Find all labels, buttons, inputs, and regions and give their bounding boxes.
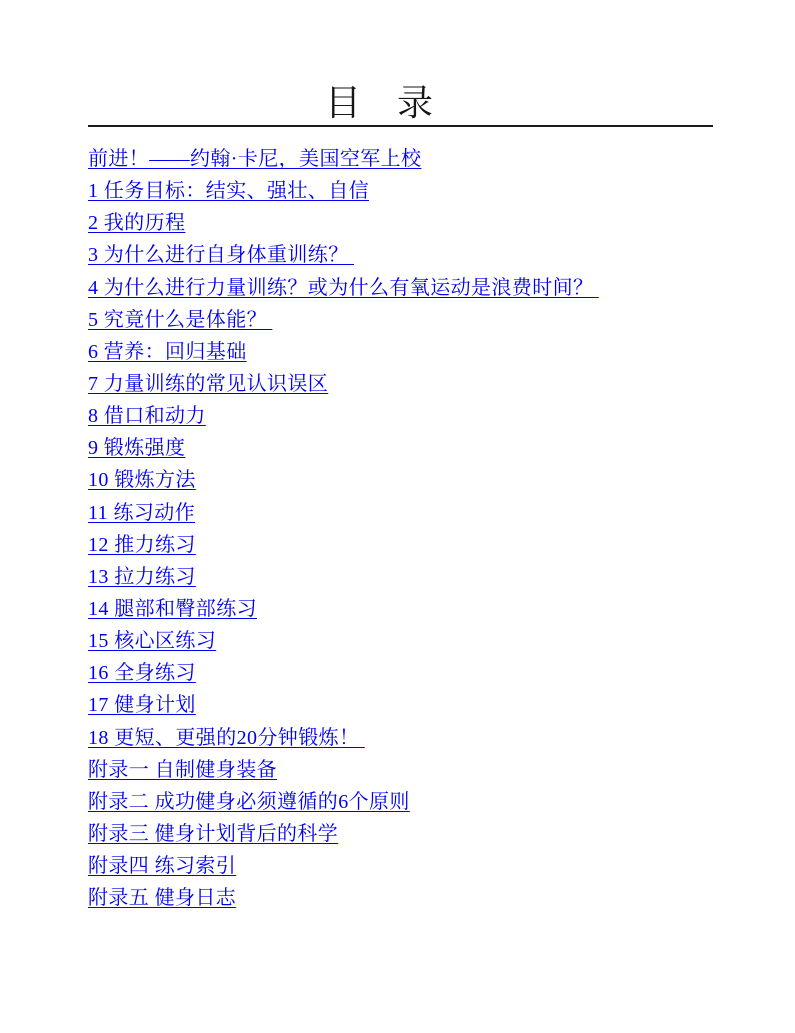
toc-link-ch9[interactable]: 9 锻炼强度 [88,437,186,460]
toc-link-ch3[interactable]: 3 为什么进行自身体重训练？ [88,244,354,267]
toc-link-ch15[interactable]: 15 核心区练习 [88,630,217,653]
toc-link-ch16[interactable]: 16 全身练习 [88,662,196,685]
toc-link-foreword[interactable]: 前进！——约翰·卡尼，美国空军上校 [88,148,422,170]
toc-link-appendix1[interactable]: 附录一 自制健身装备 [88,758,277,781]
page-title: 目 录 [324,83,433,123]
toc-link-ch6[interactable]: 6 营养：回归基础 [88,340,247,363]
toc-link-ch5[interactable]: 5 究竟什么是体能？ [88,308,273,331]
toc-link-ch11[interactable]: 11 练习动作 [88,501,196,524]
toc-link-ch8[interactable]: 8 借口和动力 [88,405,206,428]
toc-link-appendix3[interactable]: 附录三 健身计划背后的科学 [88,822,339,845]
toc-link-appendix4[interactable]: 附录四 练习索引 [88,855,237,878]
toc-link-ch13[interactable]: 13 拉力练习 [88,565,196,588]
toc-link-ch18[interactable]: 18 更短、更强的20分钟锻炼！ [88,726,365,749]
toc-link-appendix5[interactable]: 附录五 健身日志 [88,887,237,910]
toc-link-ch17[interactable]: 17 健身计划 [88,694,196,717]
toc-link-ch2[interactable]: 2 我的历程 [88,212,186,235]
toc-link-ch10[interactable]: 10 锻炼方法 [88,469,196,492]
toc-link-appendix2[interactable]: 附录二 成功健身必须遵循的6个原则 [88,790,410,813]
toc-link-ch1[interactable]: 1 任务目标：结实、强壮、自信 [88,180,369,203]
toc-link-ch4[interactable]: 4 为什么进行力量训练？或为什么有氧运动是浪费时间？ [88,276,599,299]
toc-link-ch14[interactable]: 14 腿部和臀部练习 [88,597,257,620]
toc-link-ch12[interactable]: 12 推力练习 [88,533,196,556]
toc-link-ch7[interactable]: 7 力量训练的常见认识误区 [88,372,329,395]
toc-list [88,143,748,914]
title-divider [88,125,713,127]
